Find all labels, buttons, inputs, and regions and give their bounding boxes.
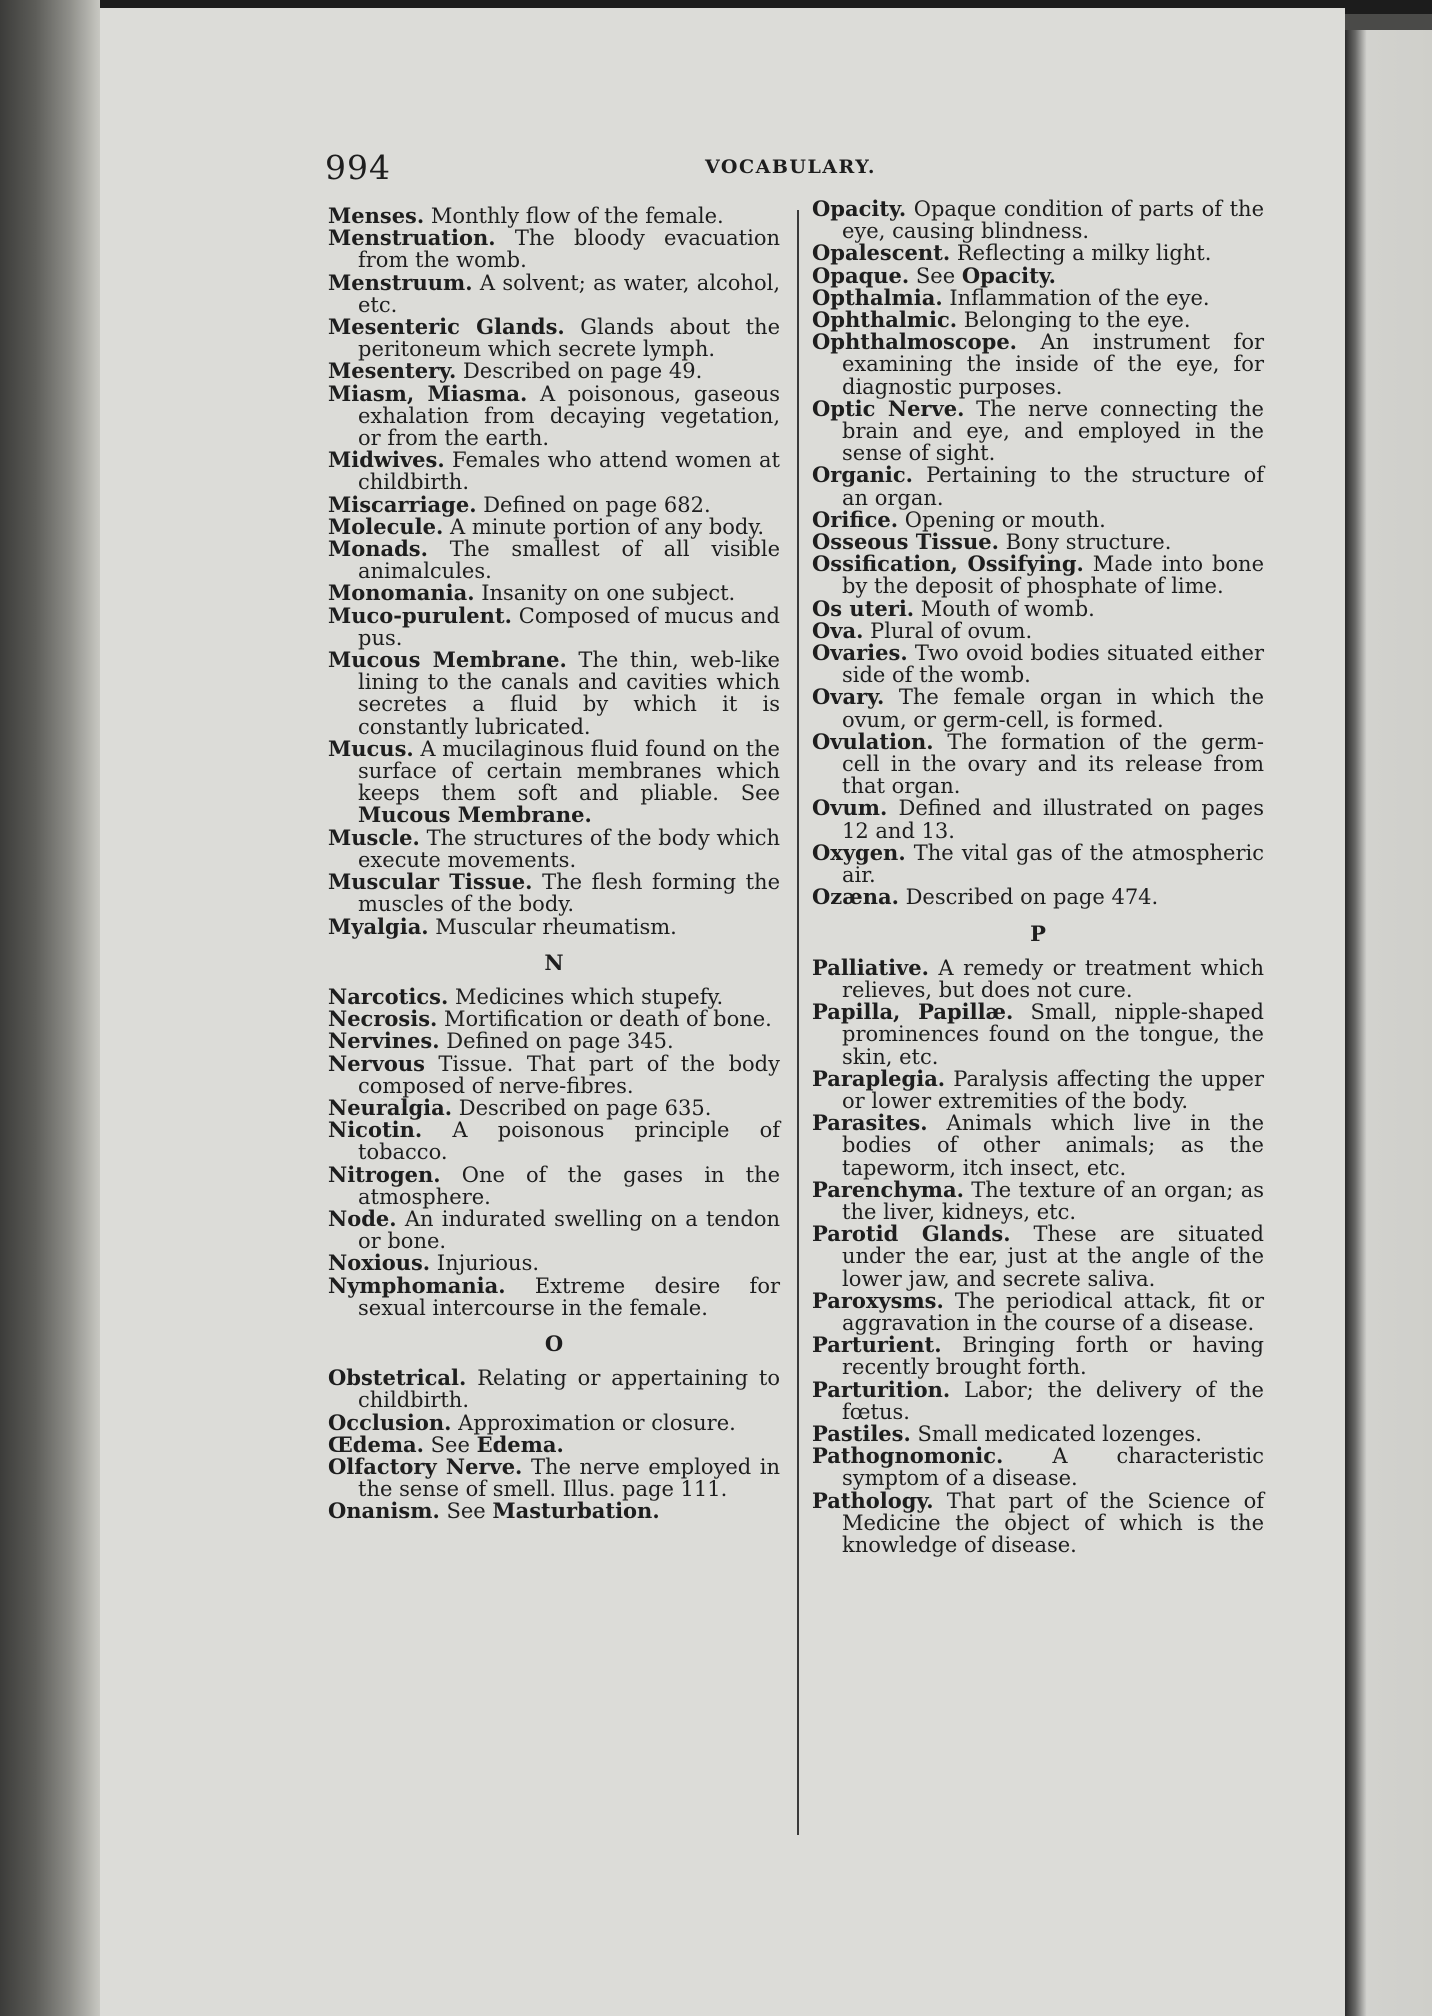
entry-definition: Reflecting a milky light. [950, 241, 1212, 266]
vocabulary-entry [328, 1453, 780, 1502]
entry-definition: Medicines which stupefy. [448, 984, 724, 1009]
vocabulary-entry [812, 531, 1264, 553]
vocabulary-entry [812, 1420, 1264, 1446]
entry-definition: Injurious. [430, 1251, 540, 1276]
entry-definition: The nerve connecting the brain and eye, and employed in the sense of sight. [842, 396, 1264, 466]
entry-definition: These are situated under the ear, just at the angle of the lower jaw, and secrete saliva. [842, 1222, 1265, 1291]
vocabulary-entry [812, 642, 1264, 686]
vocabulary-entry [328, 380, 780, 451]
entry-definition: See [423, 1432, 477, 1457]
entry-definition: One of the gases in the atmosphere. [358, 1162, 780, 1209]
vocabulary-entry [328, 316, 780, 360]
entry-definition: A characteristic symptom of a disease. [842, 1444, 1264, 1491]
vocabulary-entry [328, 1252, 780, 1274]
vocabulary-entry [328, 1050, 780, 1098]
vocabulary-entry [328, 491, 780, 517]
book-binding-edge [0, 0, 100, 2016]
entry-definition: A poisonous, gaseous exhalation from decaying vegetation, or from the earth. [358, 381, 780, 451]
entry-definition: Pertaining to the structure of an organ. [842, 463, 1264, 510]
entry-term: Menstruation. [328, 225, 496, 251]
vocabulary-entry [812, 1112, 1264, 1179]
entry-definition: Described on page 635. [452, 1095, 712, 1120]
entry-term: Pathognomonic. [812, 1443, 1004, 1469]
entry-term: Ozæna. [812, 884, 899, 910]
entry-definition: Relating or appertaining to childbirth. [358, 1366, 780, 1413]
vocabulary-entry [812, 553, 1264, 597]
entries-o-continued [812, 198, 1264, 909]
entry-term: Menstruum. [328, 269, 473, 295]
entry-definition: The smallest of all visible animalcules. [358, 537, 780, 584]
entry-term: Myalgia. [328, 913, 429, 939]
vocabulary-entry [328, 1030, 780, 1052]
entry-definition: The structures of the body which execute movements. [358, 825, 780, 872]
entry-term: Ova. [812, 617, 864, 643]
entry-definition: Inflammation of the eye. [942, 285, 1210, 310]
entry-definition: Belonging to the eye. [957, 308, 1191, 333]
vocabulary-entry [328, 513, 780, 539]
entry-term: Organic. [812, 462, 913, 488]
vocabulary-entry [328, 1500, 780, 1522]
vocabulary-entry [812, 198, 1264, 242]
vocabulary-entry [328, 449, 780, 493]
entry-term: Ophthalmic. [812, 307, 958, 333]
entry-term: Onanism. [328, 1498, 440, 1524]
vocabulary-entry [812, 686, 1264, 730]
vocabulary-entry [328, 735, 780, 828]
entry-definition: Paralysis affecting the upper or lower extremities of the body. [842, 1066, 1264, 1113]
entry-term: Ovaries. [812, 640, 908, 666]
entry-definition: Opaque condition of parts of the eye, causing blindness. [842, 197, 1264, 244]
entry-definition: Small, nipple-shaped prominences found on the tongue, the skin, etc. [842, 1000, 1265, 1069]
entry-definition: Animals which live in the bodies of other animals; as the tapeworm, itch insect, etc. [842, 1111, 1264, 1180]
entries-o [328, 1367, 780, 1522]
column-divider [797, 210, 799, 1835]
entry-term: Œdema. [328, 1431, 424, 1457]
entry-term: Opaque. [812, 262, 910, 288]
vocabulary-entry [812, 1176, 1264, 1224]
vocabulary-entry [812, 839, 1264, 888]
entry-definition: Composed of mucus and pus. [358, 603, 780, 650]
page-header [325, 148, 885, 198]
entry-term: Osseous Tissue. [812, 529, 999, 555]
entry-term: Pastiles. [812, 1420, 911, 1446]
entry-term: Parotid Glands. [812, 1221, 1011, 1247]
entry-definition: Muscular rheumatism. [428, 914, 677, 939]
entry-term: Papilla, Papillæ. [812, 999, 1014, 1025]
vocabulary-entry [812, 954, 1264, 1002]
vocabulary-entry [812, 242, 1264, 264]
entry-definition: Tissue. That part of the body composed of nerve-fibres. [358, 1051, 780, 1098]
entry-definition: The nerve employed in the sense of smell. Illus. page 111. [358, 1454, 780, 1502]
entry-definition: Bony structure. [998, 530, 1172, 555]
entry-term: Parturient. [812, 1332, 942, 1358]
vocabulary-entry [812, 395, 1264, 466]
entry-term: Muscular Tissue. [328, 869, 533, 895]
vocabulary-entry [812, 797, 1264, 841]
entry-term: Nervines. [328, 1028, 440, 1054]
entry-term: Molecule. [328, 513, 444, 539]
right-column [812, 198, 1264, 1556]
entry-term: Nicotin. [328, 1117, 423, 1143]
entry-term: Os uteri. [812, 595, 915, 621]
vocabulary-entry [328, 1431, 780, 1457]
vocabulary-entry [328, 1008, 780, 1030]
vocabulary-entry [328, 582, 780, 604]
entry-definition: Defined and illustrated on pages 12 and 13. [842, 796, 1264, 843]
entry-definition: Made into bone by the deposit of phosphate of lime. [842, 552, 1265, 599]
entry-term: Monomania. [328, 580, 475, 606]
entries-n [328, 983, 780, 1320]
entry-term: Miscarriage. [328, 491, 477, 517]
entry-cross-reference: Masturbation. [492, 1498, 660, 1524]
entry-definition: Small medicated lozenges. [910, 1421, 1202, 1446]
vocabulary-entry [328, 1161, 780, 1209]
page-number: 994 [325, 148, 391, 187]
vocabulary-entry [812, 1223, 1264, 1290]
vocabulary-entry [328, 649, 780, 738]
entry-term: Menses. [328, 203, 425, 228]
entry-definition: Monthly flow of the female. [424, 204, 724, 228]
entry-definition: Females who attend women at childbirth. [358, 448, 780, 495]
entry-cross-reference: Mucous Membrane. [358, 802, 592, 828]
entry-definition: Extreme desire for sexual intercourse in the female. [358, 1273, 780, 1320]
vocabulary-entry [328, 1094, 780, 1120]
entry-definition: Mouth of womb. [914, 596, 1095, 621]
entry-term: Muscle. [328, 824, 420, 850]
entries-p [812, 954, 1265, 1557]
vocabulary-entry [812, 1334, 1264, 1378]
entry-definition: The texture of an organ; as the liver, kidneys, etc. [842, 1177, 1264, 1224]
entry-cross-reference: Opacity. [961, 262, 1056, 288]
entry-definition: Described on page 474. [898, 885, 1159, 910]
vocabulary-entry [328, 983, 780, 1009]
entry-definition: Defined on page 682. [476, 492, 711, 517]
vocabulary-entry [812, 1065, 1264, 1113]
entry-term: Opacity. [812, 196, 907, 221]
entry-term: Parenchyma. [812, 1176, 964, 1202]
entry-term: Noxious. [328, 1250, 431, 1276]
vocabulary-entry [328, 269, 780, 317]
entry-term: Necrosis. [328, 1006, 438, 1032]
entry-definition: A solvent; as water, alcohol, etc. [358, 270, 780, 317]
entry-definition: A minute portion of any body. [443, 514, 765, 539]
entry-definition: That part of the Science of Medicine the object of which is the knowledge of disease. [842, 1488, 1264, 1557]
vocabulary-entry [328, 1119, 780, 1163]
vocabulary-entry [328, 602, 780, 650]
vocabulary-entry [812, 728, 1264, 799]
vocabulary-entry [812, 1445, 1264, 1489]
entry-term: Muco-purulent. [328, 602, 512, 628]
entry-term: Neuralgia. [328, 1094, 453, 1120]
entry-term: Node. [328, 1205, 397, 1231]
entry-term: Ovum. [812, 795, 888, 821]
vocabulary-entry [328, 871, 780, 915]
vocabulary-entry [812, 886, 1264, 908]
entry-term: Midwives. [328, 447, 445, 473]
entry-term: Parasites. [812, 1110, 928, 1136]
vocabulary-entry [328, 824, 780, 872]
entry-definition: The bloody evacuation from the womb. [358, 226, 780, 273]
vocabulary-entry [812, 506, 1264, 532]
section-letter-p: P [1030, 920, 1046, 946]
entry-term: Paroxysms. [812, 1287, 944, 1313]
vocabulary-entry [812, 1487, 1264, 1557]
entry-term: Nitrogen. [328, 1161, 441, 1187]
entry-definition: The flesh forming the muscles of the body. [358, 870, 780, 917]
entry-term: Miasm, Miasma. [328, 380, 528, 406]
vocabulary-entry [812, 1376, 1264, 1424]
entry-definition: Described on page 49. [456, 359, 703, 384]
entry-definition: An indurated swelling on a tendon or bone. [358, 1206, 780, 1254]
vocabulary-entry [328, 227, 780, 271]
entry-term: Palliative. [812, 954, 929, 980]
running-head: VOCABULARY. [705, 156, 876, 178]
entry-definition: The vital gas of the atmospheric air. [842, 840, 1264, 888]
entry-term: Nervous [328, 1050, 425, 1076]
vocabulary-entry [812, 262, 1264, 288]
entry-definition: A remedy or treatment which relieves, but does not cure. [842, 955, 1264, 1002]
vocabulary-entry [812, 331, 1264, 398]
vocabulary-entry [328, 1272, 780, 1320]
entry-term: Opthalmia. [812, 284, 943, 310]
left-column [328, 205, 780, 1523]
vocabulary-entry [328, 913, 780, 939]
entry-definition: Mortification or death of bone. [437, 1007, 772, 1032]
entry-term: Monads. [328, 536, 428, 562]
entry-term: Pathology. [812, 1487, 934, 1513]
section-letter-n: N [544, 949, 564, 975]
entry-term: Orifice. [812, 506, 899, 532]
entry-definition: The formation of the germ-cell in the ovary and its release from that organ. [842, 729, 1264, 799]
entry-definition: Glands about the peritoneum which secrete lymph. [358, 315, 780, 362]
entry-definition: Defined on page 345. [439, 1029, 674, 1054]
vocabulary-entry [812, 1287, 1264, 1335]
vocabulary-entry [328, 538, 780, 582]
vocabulary-entry [328, 1367, 780, 1411]
entry-definition: A poisonous principle of tobacco. [358, 1118, 780, 1165]
entry-definition: The thin, web-like lining to the canals and cavities which secretes a fluid by which it is constantly lubricated. [358, 648, 780, 739]
entry-definition: Approximation or closure. [451, 1410, 736, 1435]
entry-term: Opalescent. [812, 240, 951, 266]
vocabulary-entry [328, 1205, 780, 1254]
entry-cross-reference: Edema. [476, 1431, 564, 1457]
entry-term: Ophthalmoscope. [812, 329, 1017, 355]
entry-definition: An instrument for examining the inside of the eye, for diagnostic purposes. [842, 330, 1264, 399]
entry-term: Parturition. [812, 1376, 951, 1402]
entry-term: Mucus. [328, 735, 414, 761]
entry-term: Paraplegia. [812, 1065, 946, 1091]
entry-definition: The periodical attack, fit or aggravation in the course of a disease. [842, 1288, 1264, 1335]
vocabulary-entry [812, 309, 1264, 331]
vocabulary-entry [812, 464, 1264, 508]
entry-term: Ossification, Ossifying. [812, 551, 1084, 577]
entry-term: Mesenteric Glands. [328, 314, 565, 340]
vocabulary-entry [328, 1409, 780, 1435]
entry-definition: Labor; the delivery of the fœtus. [842, 1377, 1264, 1424]
entry-term: Ovulation. [812, 728, 934, 754]
entry-term: Mucous Membrane. [328, 647, 567, 673]
entry-term: Ovary. [812, 684, 885, 710]
vocabulary-entry [328, 360, 780, 382]
entries-m [328, 205, 780, 938]
entry-term: Occlusion. [328, 1409, 452, 1435]
entry-definition: Two ovoid bodies situated either side of the womb. [842, 641, 1264, 688]
entry-term: Oxygen. [812, 839, 906, 865]
entry-definition: Bringing forth or having recently brought forth. [842, 1333, 1264, 1380]
entry-definition: Plural of ovum. [863, 618, 1033, 643]
entry-definition: The female organ in which the ovum, or germ-cell, is formed. [842, 685, 1264, 732]
vocabulary-entry [812, 617, 1264, 643]
section-letter-o: O [544, 1330, 564, 1356]
entry-term: Optic Nerve. [812, 395, 965, 421]
entry-definition: Insanity on one subject. [474, 581, 736, 606]
entry-term: Nymphomania. [328, 1272, 506, 1298]
vocabulary-entry [812, 595, 1264, 621]
next-page-edge [1345, 30, 1432, 2016]
entry-term: Obstetrical. [328, 1365, 467, 1391]
vocabulary-entry [812, 1001, 1264, 1068]
entry-term: Olfactory Nerve. [328, 1453, 523, 1479]
entry-term: Mesentery. [328, 358, 457, 384]
entry-definition: Opening or mouth. [898, 507, 1106, 532]
entry-definition: See [439, 1499, 493, 1524]
vocabulary-entry [812, 284, 1264, 310]
entry-definition: See [909, 263, 962, 288]
entry-definition: A mucilaginous fluid found on the surface of certain membranes which keeps them soft and pliable. See [358, 736, 780, 806]
vocabulary-entry [328, 205, 780, 227]
entry-term: Narcotics. [328, 983, 449, 1009]
